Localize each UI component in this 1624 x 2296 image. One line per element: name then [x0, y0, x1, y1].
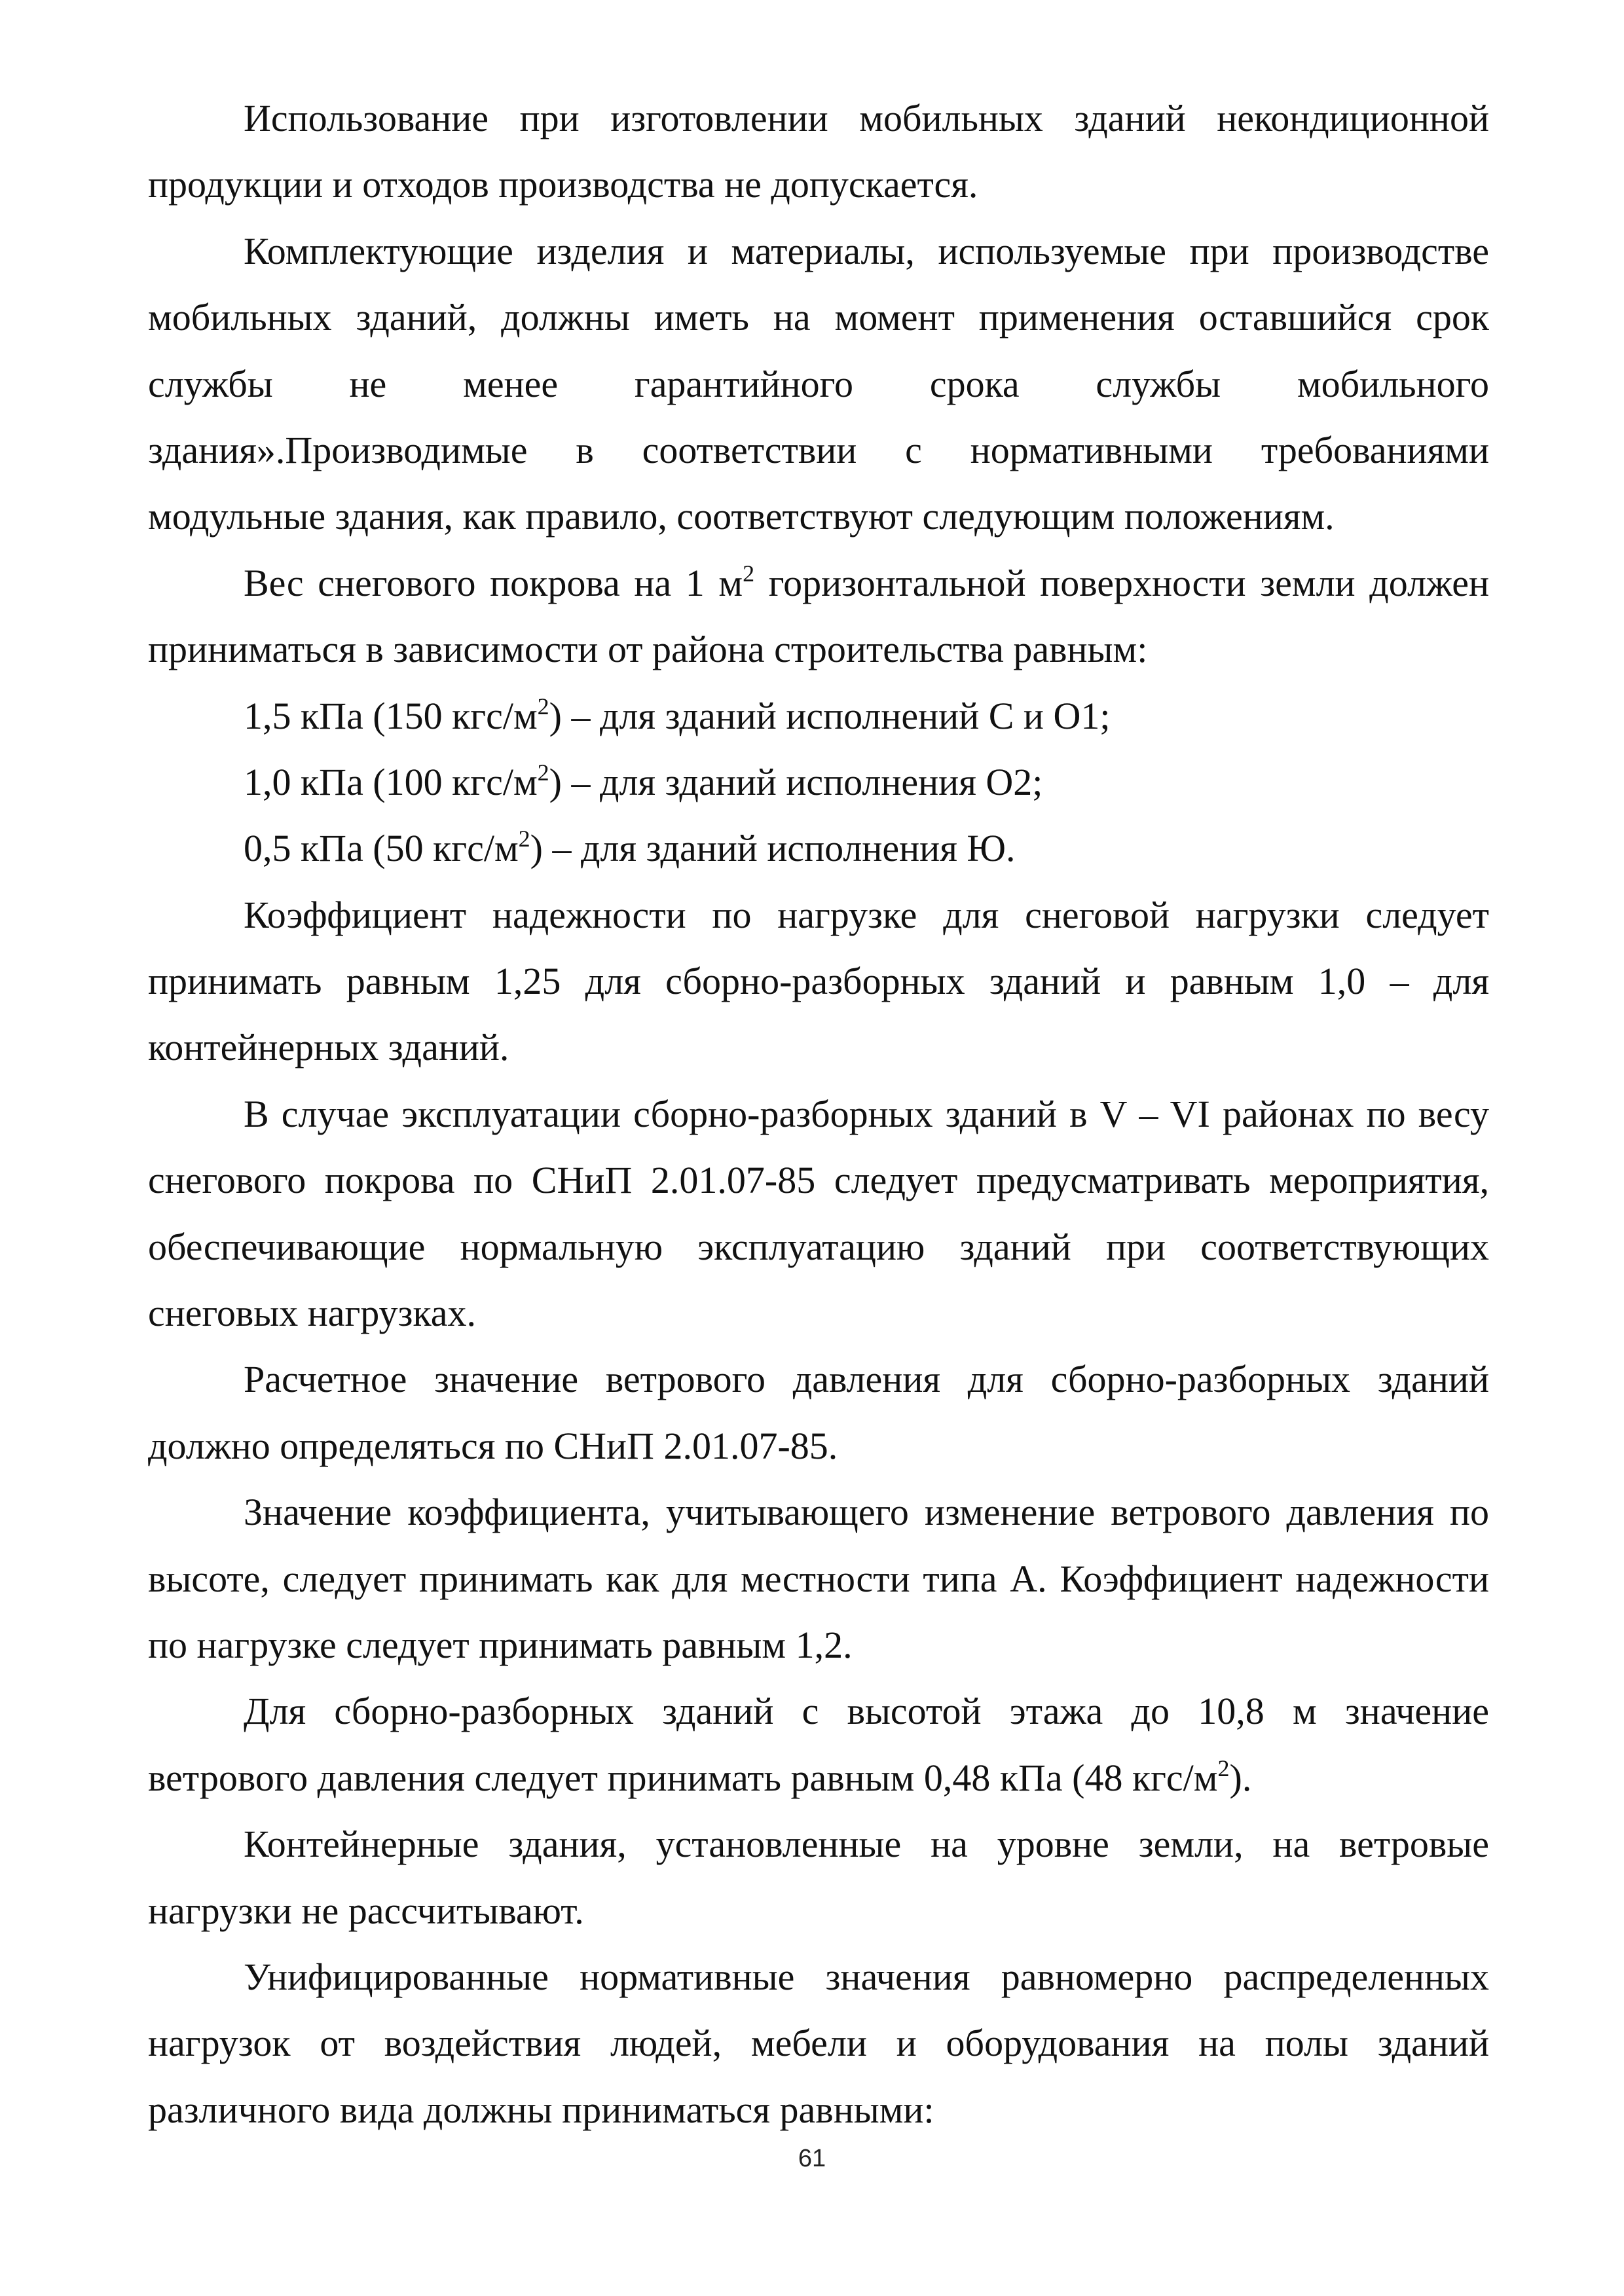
text-segment: Комплектующие изделия и материалы, используемые при производстве	[244, 229, 1489, 272]
text-line	[148, 1678, 1489, 1744]
text-line	[148, 550, 1489, 616]
text-line	[148, 1745, 1489, 1811]
text-segment: 1,0 кПа (100 кгс/м	[244, 760, 538, 803]
superscript: 2	[743, 560, 755, 587]
text-line	[148, 218, 1489, 284]
text-line	[148, 1413, 1489, 1479]
text-segment: службы не менее гарантийного срока службы мобильного	[148, 362, 1489, 405]
text-segment: Контейнерные здания, установленные на уровне земли, на ветровые	[244, 1823, 1489, 1866]
text-line	[148, 1479, 1489, 1545]
paragraph	[148, 1678, 1489, 1811]
text-segment: принимать равным 1,25 для сборно-разборных зданий и равным 1,0 – для	[148, 960, 1489, 1003]
paragraph	[148, 815, 1489, 881]
text-line	[148, 284, 1489, 350]
text-line	[148, 151, 1489, 217]
text-segment: нагрузок от воздействия людей, мебели и оборудования на полы зданий	[148, 2022, 1489, 2065]
text-segment: В случае эксплуатации сборно-разборных зданий в V – VI районах по весу	[244, 1092, 1489, 1135]
text-line	[148, 483, 1489, 549]
text-segment: снегового покрова по СНиП 2.01.07-85 следует предусматривать мероприятия,	[148, 1159, 1489, 1202]
superscript: 2	[537, 693, 549, 720]
text-segment: ) – для зданий исполнения Ю.	[530, 827, 1016, 870]
text-segment: различного вида должны приниматься равными:	[148, 2088, 934, 2131]
text-line	[148, 1878, 1489, 1944]
text-segment: горизонтальной поверхности земли должен	[754, 561, 1489, 604]
text-segment: Коэффициент надежности по нагрузке для снеговой нагрузки следует	[244, 893, 1489, 936]
paragraph	[148, 1479, 1489, 1678]
text-segment: высоте, следует принимать как для местности типа А. Коэффициент надежности	[148, 1557, 1489, 1600]
text-segment: мобильных зданий, должны иметь на момент применения оставшийся срок	[148, 296, 1489, 339]
text-line	[148, 351, 1489, 417]
text-line	[148, 1081, 1489, 1147]
text-line	[148, 683, 1489, 749]
text-segment: Значение коэффициента, учитывающего изменение ветрового давления по	[244, 1491, 1489, 1534]
text-segment: продукции и отходов производства не допускается.	[148, 163, 978, 206]
text-segment: ).	[1229, 1756, 1252, 1799]
paragraph	[148, 882, 1489, 1081]
text-line	[148, 2077, 1489, 2143]
text-line	[148, 1346, 1489, 1412]
text-segment: по нагрузке следует принимать равным 1,2.	[148, 1623, 853, 1666]
paragraph	[148, 1811, 1489, 1944]
page-number: 61	[798, 2145, 826, 2172]
paragraph	[148, 683, 1489, 749]
text-segment: ) – для зданий исполнения О2;	[549, 760, 1043, 803]
text-segment: здания».Производимые в соответствии с нормативными требованиями	[148, 428, 1489, 471]
text-line	[148, 1546, 1489, 1612]
text-segment: контейнерных зданий.	[148, 1026, 509, 1069]
text-segment: приниматься в зависимости от района строительства равным:	[148, 628, 1148, 671]
text-line	[148, 1214, 1489, 1280]
text-line	[148, 2010, 1489, 2076]
text-line	[148, 815, 1489, 881]
paragraph	[148, 1346, 1489, 1479]
text-segment: Расчетное значение ветрового давления для сборно-разборных зданий	[244, 1358, 1489, 1401]
text-line	[148, 417, 1489, 483]
text-segment: ветрового давления следует принимать равным 0,48 кПа (48 кгс/м	[148, 1756, 1218, 1799]
text-segment: нагрузки не рассчитывают.	[148, 1889, 584, 1932]
text-segment: 1,5 кПа (150 кгс/м	[244, 694, 538, 737]
text-segment: 0,5 кПа (50 кгс/м	[244, 827, 519, 870]
text-line	[148, 1014, 1489, 1080]
superscript: 2	[518, 826, 530, 852]
text-segment: ) – для зданий исполнений С и О1;	[549, 694, 1111, 737]
text-line	[148, 1612, 1489, 1678]
paragraph	[148, 85, 1489, 218]
text-line	[148, 1147, 1489, 1213]
text-line	[148, 1280, 1489, 1346]
text-line	[148, 1944, 1489, 2010]
paragraph	[148, 749, 1489, 815]
text-line	[148, 1811, 1489, 1877]
text-segment: Для сборно-разборных зданий с высотой этажа до 10,8 м значение	[244, 1690, 1489, 1733]
text-segment: Унифицированные нормативные значения равномерно распределенных	[244, 1955, 1489, 1998]
text-line	[148, 85, 1489, 151]
text-line	[148, 948, 1489, 1014]
text-line	[148, 749, 1489, 815]
text-segment: Использование при изготовлении мобильных зданий некондиционной	[244, 97, 1489, 139]
text-line	[148, 882, 1489, 948]
paragraph	[148, 1081, 1489, 1347]
text-segment: обеспечивающие нормальную эксплуатацию зданий при соответствующих	[148, 1225, 1489, 1268]
text-segment: модульные здания, как правило, соответствуют следующим положениям.	[148, 495, 1335, 538]
paragraph	[148, 550, 1489, 683]
text-segment: снеговых нагрузках.	[148, 1292, 476, 1335]
paragraph	[148, 218, 1489, 550]
text-line	[148, 616, 1489, 682]
document-body	[148, 85, 1489, 2143]
superscript: 2	[537, 759, 549, 786]
superscript: 2	[1217, 1755, 1230, 1781]
text-segment: должно определяться по СНиП 2.01.07-85.	[148, 1424, 838, 1467]
text-segment: Вес снегового покрова на 1 м	[244, 561, 743, 604]
paragraph	[148, 1944, 1489, 2143]
